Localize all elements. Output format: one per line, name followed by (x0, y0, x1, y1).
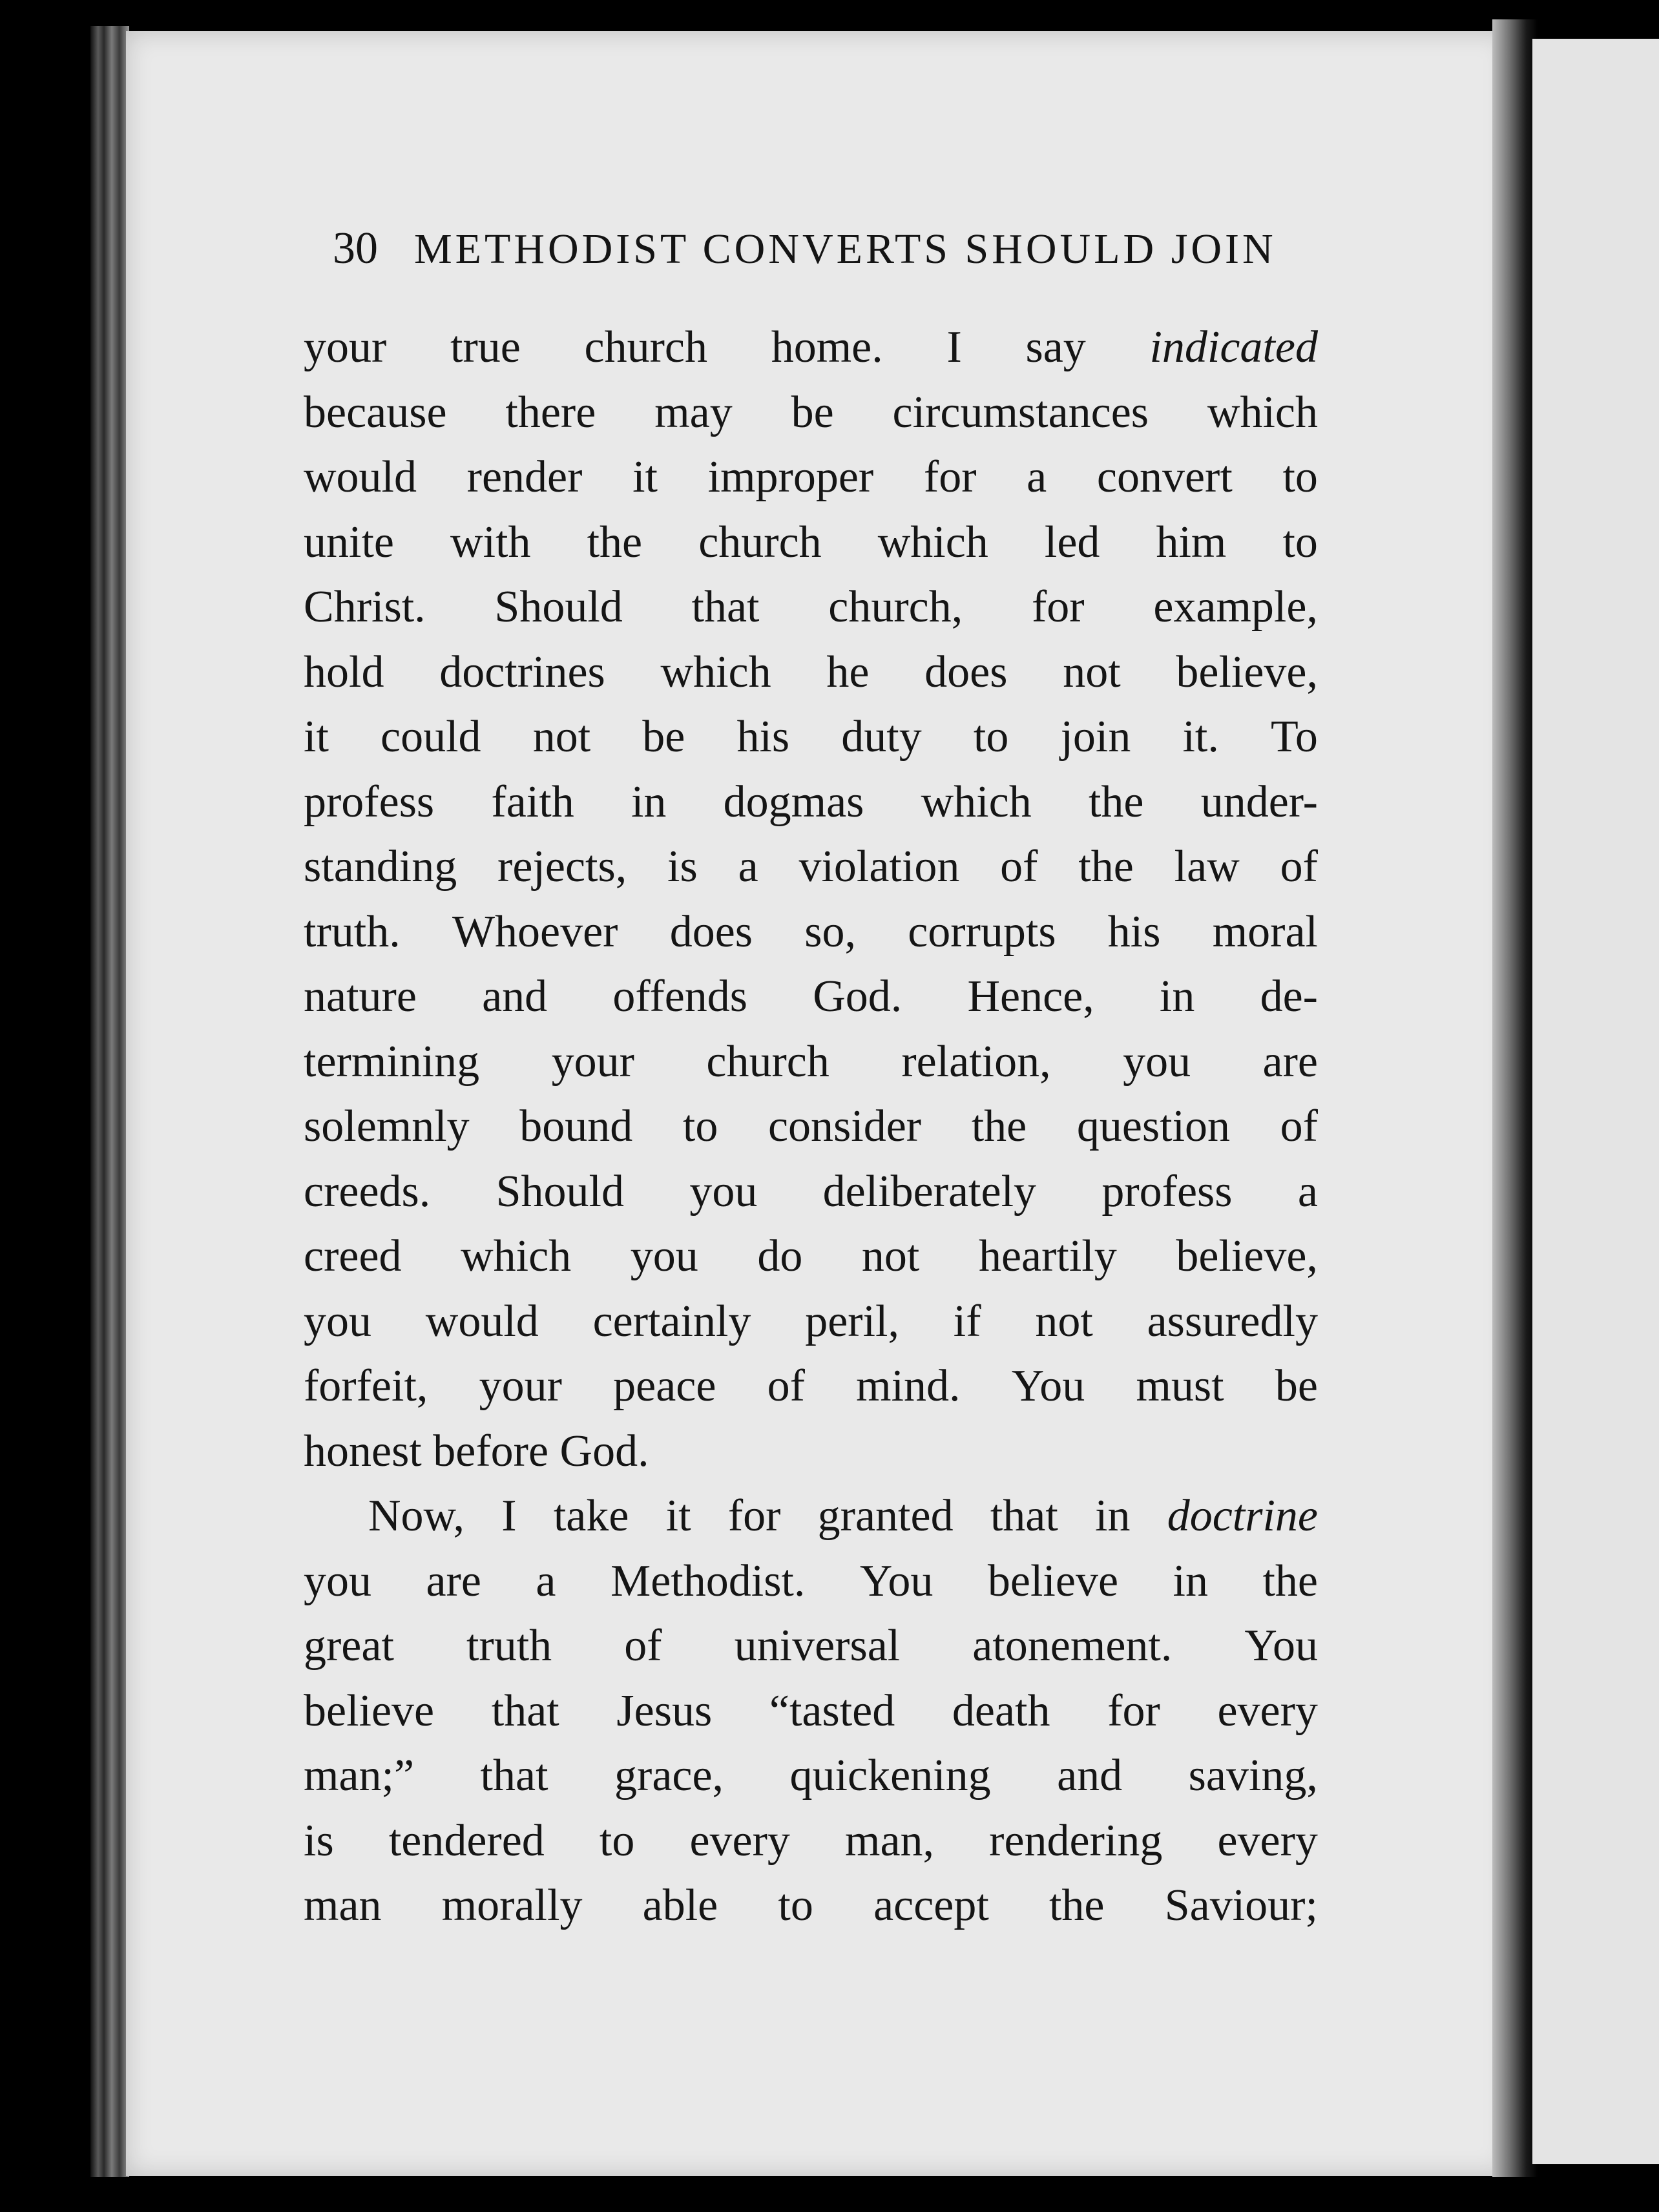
word: may (654, 387, 733, 437)
word: dogmas (723, 777, 864, 827)
word: termining (304, 1036, 480, 1087)
word: that (491, 1685, 559, 1736)
word: profess (304, 777, 435, 827)
word: tendered (388, 1815, 545, 1866)
word: which (877, 517, 988, 567)
word: so, (804, 906, 856, 957)
word: man;” (304, 1751, 415, 1800)
text-line (304, 445, 1318, 510)
word: nature (304, 972, 417, 1021)
word: solemnly (304, 1101, 470, 1151)
word: does (924, 647, 1008, 697)
word: man, (845, 1815, 935, 1866)
word: believe, (1176, 647, 1318, 697)
word: your (551, 1036, 634, 1087)
word: there (505, 387, 596, 437)
word: and (482, 972, 548, 1021)
word: you (689, 1166, 758, 1216)
word: of (1280, 1101, 1318, 1151)
word: corrupts (908, 906, 1056, 957)
word: grace, (614, 1751, 724, 1800)
word: death (952, 1685, 1050, 1736)
word: Should (494, 582, 623, 632)
word: a (1027, 452, 1047, 502)
word: him (1156, 517, 1227, 567)
word: Jesus (616, 1685, 713, 1736)
word: say (1025, 322, 1086, 372)
word: circumstances (892, 387, 1149, 437)
word: every (689, 1815, 790, 1866)
word: take (553, 1491, 629, 1541)
word: Hence, (967, 972, 1094, 1021)
word: law (1174, 842, 1240, 892)
word: do (757, 1231, 803, 1281)
word: are (426, 1556, 481, 1606)
word: to (778, 1881, 813, 1930)
word: relation, (901, 1036, 1051, 1087)
word: hold (304, 647, 384, 697)
word: for (1031, 582, 1085, 632)
text-line (304, 315, 1318, 381)
word: believe (304, 1685, 435, 1736)
word: believe, (1176, 1231, 1318, 1281)
word: great (304, 1621, 394, 1671)
word: home. (771, 322, 883, 372)
word: a (536, 1556, 556, 1606)
word: render (466, 452, 583, 502)
word: mind. (856, 1361, 961, 1411)
text-line (304, 575, 1318, 640)
text-line: honest before God. (304, 1426, 649, 1476)
word: saving, (1188, 1751, 1318, 1800)
word: Christ. (304, 582, 426, 632)
text-line (304, 1484, 1318, 1549)
text-line (304, 510, 1318, 576)
word: you (304, 1556, 371, 1606)
word: You (859, 1556, 934, 1606)
word: question (1076, 1101, 1231, 1151)
word: church (706, 1036, 830, 1087)
word: be (1275, 1361, 1318, 1411)
word: the (971, 1101, 1027, 1151)
word: Whoever (452, 906, 618, 957)
word: does (669, 906, 753, 957)
word: improper (707, 452, 874, 502)
word: moral (1212, 906, 1318, 957)
word: morally (441, 1881, 583, 1930)
word: it (632, 452, 658, 502)
word: you (630, 1231, 698, 1281)
word: he (826, 647, 870, 697)
word: assuredly (1147, 1296, 1318, 1346)
text-line (304, 1744, 1318, 1809)
text-line (304, 1549, 1318, 1614)
word: is (304, 1815, 334, 1866)
word: join (1060, 712, 1131, 762)
text-line (304, 770, 1318, 835)
word: for (727, 1491, 781, 1541)
text-line (304, 1614, 1318, 1679)
word: standing (304, 842, 457, 892)
word: doctrine (1167, 1491, 1318, 1541)
page-edges (90, 26, 129, 2177)
body-text (304, 315, 1318, 1939)
word: to (1282, 517, 1318, 567)
word: consider (767, 1101, 922, 1151)
word: the (1049, 1881, 1105, 1930)
word: church, (828, 582, 963, 632)
word: to (599, 1815, 635, 1866)
word: offends (612, 972, 748, 1021)
word: of (767, 1361, 805, 1411)
word: it (304, 712, 329, 762)
running-title: METHODIST CONVERTS SHOULD JOIN (414, 225, 1277, 273)
text-line (304, 965, 1318, 1030)
word: with (450, 517, 531, 567)
word: not (1035, 1296, 1093, 1346)
word: that (480, 1751, 548, 1800)
text-line (304, 1354, 1318, 1419)
word: be (791, 387, 834, 437)
word: peril, (805, 1296, 899, 1346)
word: creed (304, 1231, 402, 1281)
word: quickening (789, 1751, 991, 1800)
facing-page (1532, 39, 1659, 2164)
word: Now, (368, 1491, 465, 1541)
word: rendering (989, 1815, 1163, 1866)
word: would (425, 1296, 539, 1346)
word: the (587, 517, 643, 567)
word: You (1011, 1361, 1085, 1411)
word: his (736, 712, 790, 762)
word: true (450, 322, 521, 372)
word: deliberately (822, 1166, 1037, 1216)
word: could (381, 712, 481, 762)
word: must (1136, 1361, 1224, 1411)
word: convert (1096, 452, 1233, 502)
paragraph-1 (304, 315, 1318, 1484)
word: led (1044, 517, 1100, 567)
word: I (946, 322, 962, 372)
word: to (1282, 452, 1318, 502)
word: violation (798, 842, 960, 892)
page-number: 30 (333, 224, 378, 273)
word: every (1217, 1815, 1318, 1866)
paragraph-2 (304, 1484, 1318, 1939)
word: it. (1182, 712, 1219, 762)
text-line (304, 1094, 1318, 1160)
word: his (1107, 906, 1161, 957)
text-line (304, 640, 1318, 705)
word: accept (873, 1881, 989, 1930)
word: bound (519, 1101, 633, 1151)
text-line (304, 705, 1318, 770)
word: which (660, 647, 771, 697)
word: in (1095, 1491, 1131, 1541)
word: Methodist. (610, 1556, 806, 1606)
word: man (304, 1881, 382, 1930)
word: for (923, 452, 977, 502)
word: creeds. (304, 1166, 431, 1216)
word: doctrines (439, 647, 605, 697)
word: you (304, 1296, 371, 1346)
text-line (304, 1809, 1318, 1874)
text-line (304, 381, 1318, 446)
word: which (461, 1231, 572, 1281)
word: not (861, 1231, 920, 1281)
text-line (304, 835, 1318, 900)
word: in (1173, 1556, 1208, 1606)
word: heartily (978, 1231, 1117, 1281)
word: of (624, 1621, 662, 1671)
word: able (642, 1881, 718, 1930)
word: a (1297, 1166, 1318, 1216)
word: forfeit, (304, 1361, 428, 1411)
word: in (631, 777, 667, 827)
text-line (304, 1873, 1318, 1939)
word: to (682, 1101, 718, 1151)
word: to (973, 712, 1009, 762)
word: the (1078, 842, 1134, 892)
word: and (1057, 1751, 1123, 1800)
word: Should (496, 1166, 624, 1216)
word: every (1217, 1685, 1318, 1736)
word: are (1262, 1036, 1318, 1087)
word: duty (841, 712, 922, 762)
text-line (304, 900, 1318, 965)
word: de- (1260, 972, 1318, 1021)
word: example, (1153, 582, 1318, 632)
word: which (921, 777, 1032, 827)
word: God. (813, 972, 903, 1021)
word: To (1271, 712, 1318, 762)
word: be (642, 712, 685, 762)
word: rejects, (497, 842, 627, 892)
word: a (738, 842, 758, 892)
word: Saviour; (1164, 1881, 1318, 1930)
word: the (1088, 777, 1144, 827)
word: you (1123, 1036, 1191, 1087)
word: of (1000, 842, 1038, 892)
word: profess (1101, 1166, 1233, 1216)
running-head (333, 223, 1315, 275)
word: would (304, 452, 417, 502)
word: your (479, 1361, 562, 1411)
word: in (1159, 972, 1195, 1021)
word: believe (987, 1556, 1119, 1606)
word: that (990, 1491, 1058, 1541)
word: faith (491, 777, 574, 827)
word: atonement. (972, 1621, 1173, 1671)
word: I (501, 1491, 517, 1541)
text-line (304, 1224, 1318, 1289)
word: your (304, 322, 387, 372)
book-gutter (1492, 19, 1538, 2177)
word: unite (304, 517, 394, 567)
word: not (532, 712, 591, 762)
word: church (584, 322, 707, 372)
word: it (665, 1491, 691, 1541)
text-line (304, 1679, 1318, 1744)
word: truth (466, 1621, 552, 1671)
word: granted (817, 1491, 954, 1541)
word: is (667, 842, 698, 892)
word: truth. (304, 906, 401, 957)
word: peace (613, 1361, 716, 1411)
text-line (304, 1160, 1318, 1225)
word: not (1063, 647, 1121, 697)
word: You (1244, 1621, 1318, 1671)
word: that (691, 582, 760, 632)
word: of (1280, 842, 1318, 892)
word: which (1207, 387, 1318, 437)
text-line (304, 1289, 1318, 1355)
word: the (1262, 1556, 1318, 1606)
word: if (953, 1296, 981, 1346)
word: because (304, 387, 447, 437)
word: universal (734, 1621, 901, 1671)
word: indicated (1149, 322, 1318, 372)
word: “tasted (769, 1685, 895, 1736)
word: church (698, 517, 822, 567)
word: for (1107, 1685, 1160, 1736)
word: under- (1200, 777, 1318, 827)
word: certainly (592, 1296, 751, 1346)
text-line (304, 1030, 1318, 1095)
